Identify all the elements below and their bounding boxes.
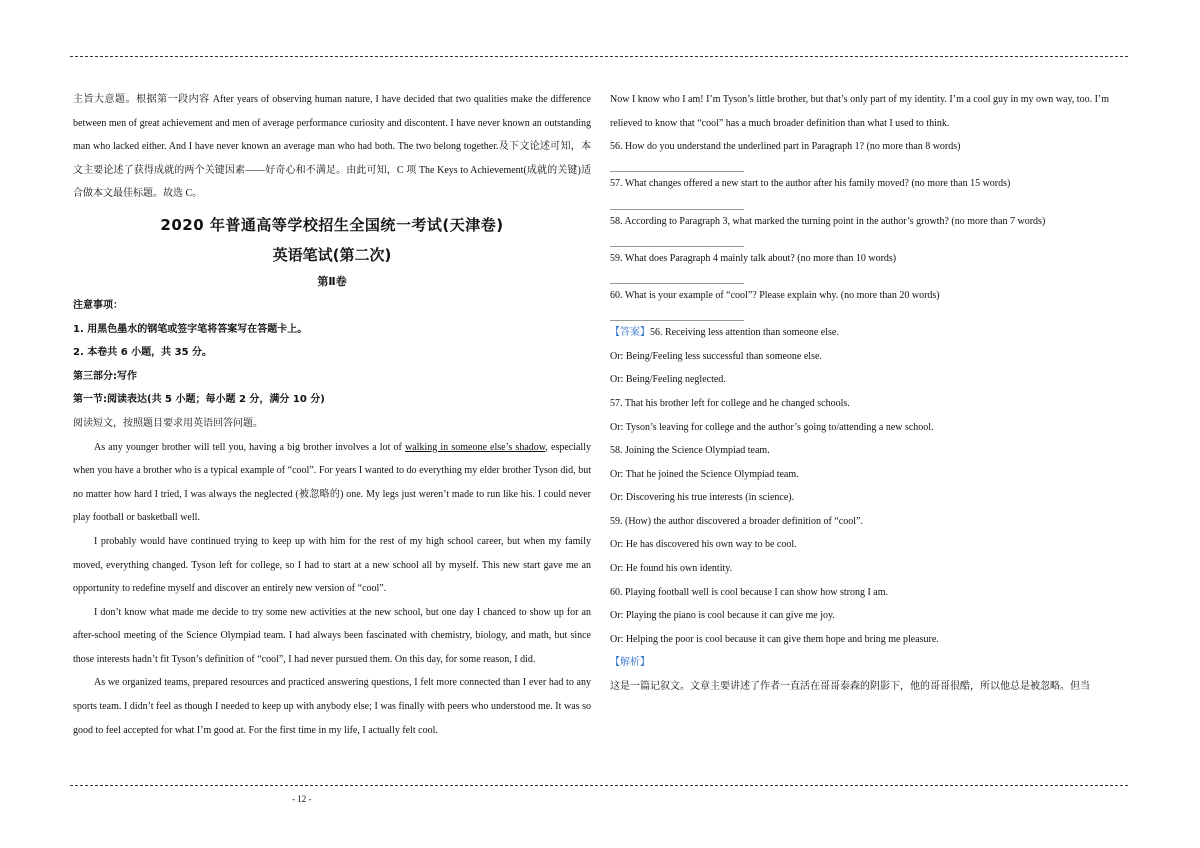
- page-number: - 12 -: [292, 794, 312, 804]
- exam-title: 2020 年普通高等学校招生全国统一考试(天津卷): [160, 215, 504, 234]
- right-column: [610, 88, 1130, 699]
- paragraph-4: As we organized teams, prepared resources and practiced answering questions, I felt more connected than I ever had to any sports team. I didn’t feel as though I needed to keep up with anybody else; I was finally with peers who understood me. It was so good to feel accepted for what I’m good at. For the first time in my life, I actually felt cool.: [73, 677, 591, 736]
- answer-11: 60. Playing football well is cool because I can show how strong I am.: [610, 586, 888, 598]
- question-57: 57. What changes offered a new start to the author after his family moved? (no more than 15 words): [610, 178, 1011, 190]
- question-60: 60. What is your example of “cool”? Please explain why. (no more than 20 words): [610, 289, 940, 301]
- answer-3: 57. That his brother left for college and he changed schools.: [610, 397, 850, 409]
- note-1: 1. 用黑色墨水的钢笔或签字笔将答案写在答题卡上。: [73, 323, 308, 335]
- instruction: 阅读短文，按照题目要求用英语回答问题。: [73, 417, 263, 429]
- section-heading: 第一节:阅读表达(共 5 小题；每小题 2 分，满分 10 分): [73, 394, 325, 406]
- paragraph-1-end: , especially when you have a brother who is a typical example of “cool”. For years I wanted to do everything my elder brother Tyson did, but no matter how hard I tried, I was always the neglected (被忽略的) one. My legs just weren’t made to run like his. I could never play football or basketball well.: [73, 441, 591, 524]
- question-59: 59. What does Paragraph 4 mainly talk about? (no more than 10 words): [610, 252, 897, 264]
- bottom-rule: [70, 785, 1128, 786]
- note-2: 2. 本卷共 6 小题，共 35 分。: [73, 347, 213, 359]
- left-column: [73, 88, 591, 742]
- paragraph-2: I probably would have continued trying to keep up with him for the rest of my high school career, but when my family moved, everything changed. Tyson left for college, so I had to start at a new school all by myself. This new start gave me an opportunity to redefine myself and discover an entirely new version of “cool”.: [73, 535, 591, 595]
- answer-10: Or: He found his own identity.: [610, 563, 733, 575]
- analysis-tag: 【解析】: [610, 657, 650, 669]
- question-58: 58. According to Paragraph 3, what marked the turning point in the author’s growth? (no more than 7 words): [610, 215, 1046, 227]
- answer-7: Or: Discovering his true interests (in science).: [610, 492, 795, 504]
- exam-subtitle: 英语笔试(第二次): [272, 245, 392, 264]
- answer-8: 59. (How) the author discovered a broader definition of “cool”.: [610, 515, 863, 527]
- answer-12: Or: Playing the piano is cool because it can give me joy.: [610, 610, 835, 622]
- underlined-phrase: walking in someone else’s shadow: [405, 441, 546, 453]
- answer-2: Or: Being/Feeling neglected.: [610, 374, 726, 386]
- intro-paragraph: 主旨大意题。根据第一段内容 After years of observing human nature, I have decided that two qualities make the difference between men of great achievement and men of average performance curiosity and discontent. I have never known an outstanding man who lacked either. And I have never known an average man who had both. The two belong together.及下文论述可知，本文主要论述了获得成就的两个关键因素——好奇心和不满足。由此可知，C 项 The Keys to Achievement(成就的关键)适合做本文最佳标题。故选 C。: [73, 94, 591, 200]
- answer-9: Or: He has discovered his own way to be cool.: [610, 539, 797, 551]
- answer-13: Or: Helping the poor is cool because it can give them hope and bring me pleasure.: [610, 633, 939, 645]
- notes-heading: 注意事项：: [73, 299, 123, 311]
- answer-1: Or: Being/Feeling less successful than someone else.: [610, 350, 822, 362]
- answer-0: 56. Receiving less attention than someone else.: [650, 327, 839, 339]
- paragraph-1: [73, 436, 591, 530]
- paragraph-5: Now I know who I am! I’m Tyson’s little brother, but that’s only part of my identity. I’m a cool guy in my own way, too. I’m relieved to know that “cool” has a much broader definition than what I used to think.: [610, 94, 1110, 129]
- volume-label: 第Ⅱ卷: [317, 274, 347, 288]
- answer-line: [610, 321, 1130, 345]
- answer-5: 58. Joining the Science Olympiad team.: [610, 445, 770, 457]
- answer-4: Or: Tyson’s leaving for college and the author’s going to/attending a new school.: [610, 421, 934, 433]
- answer-tag: 【答案】: [610, 327, 650, 339]
- question-56: 56. How do you understand the underlined part in Paragraph 1? (no more than 8 words): [610, 141, 961, 153]
- analysis-text: 这是一篇记叙文。文章主要讲述了作者一直活在哥哥泰森的阴影下，他的哥哥很酷，所以他总是被忽略。但当: [610, 681, 1090, 693]
- paragraph-1-start: As any younger brother will tell you, having a big brother involves a lot of: [94, 441, 406, 453]
- top-rule: [70, 56, 1128, 57]
- part-heading: 第三部分:写作: [73, 370, 137, 382]
- paragraph-3: I don’t know what made me decide to try some new activities at the new school, but one day I chanced to show up for an after-school meeting of the Science Olympiad team. I had always been fascinated with chemistry, biology, and math, but since those interests hadn’t fit Tyson’s definition of “cool”, I had never pursued them. On this day, for some reason, I did.: [73, 606, 591, 665]
- answer-6: Or: That he joined the Science Olympiad team.: [610, 468, 799, 480]
